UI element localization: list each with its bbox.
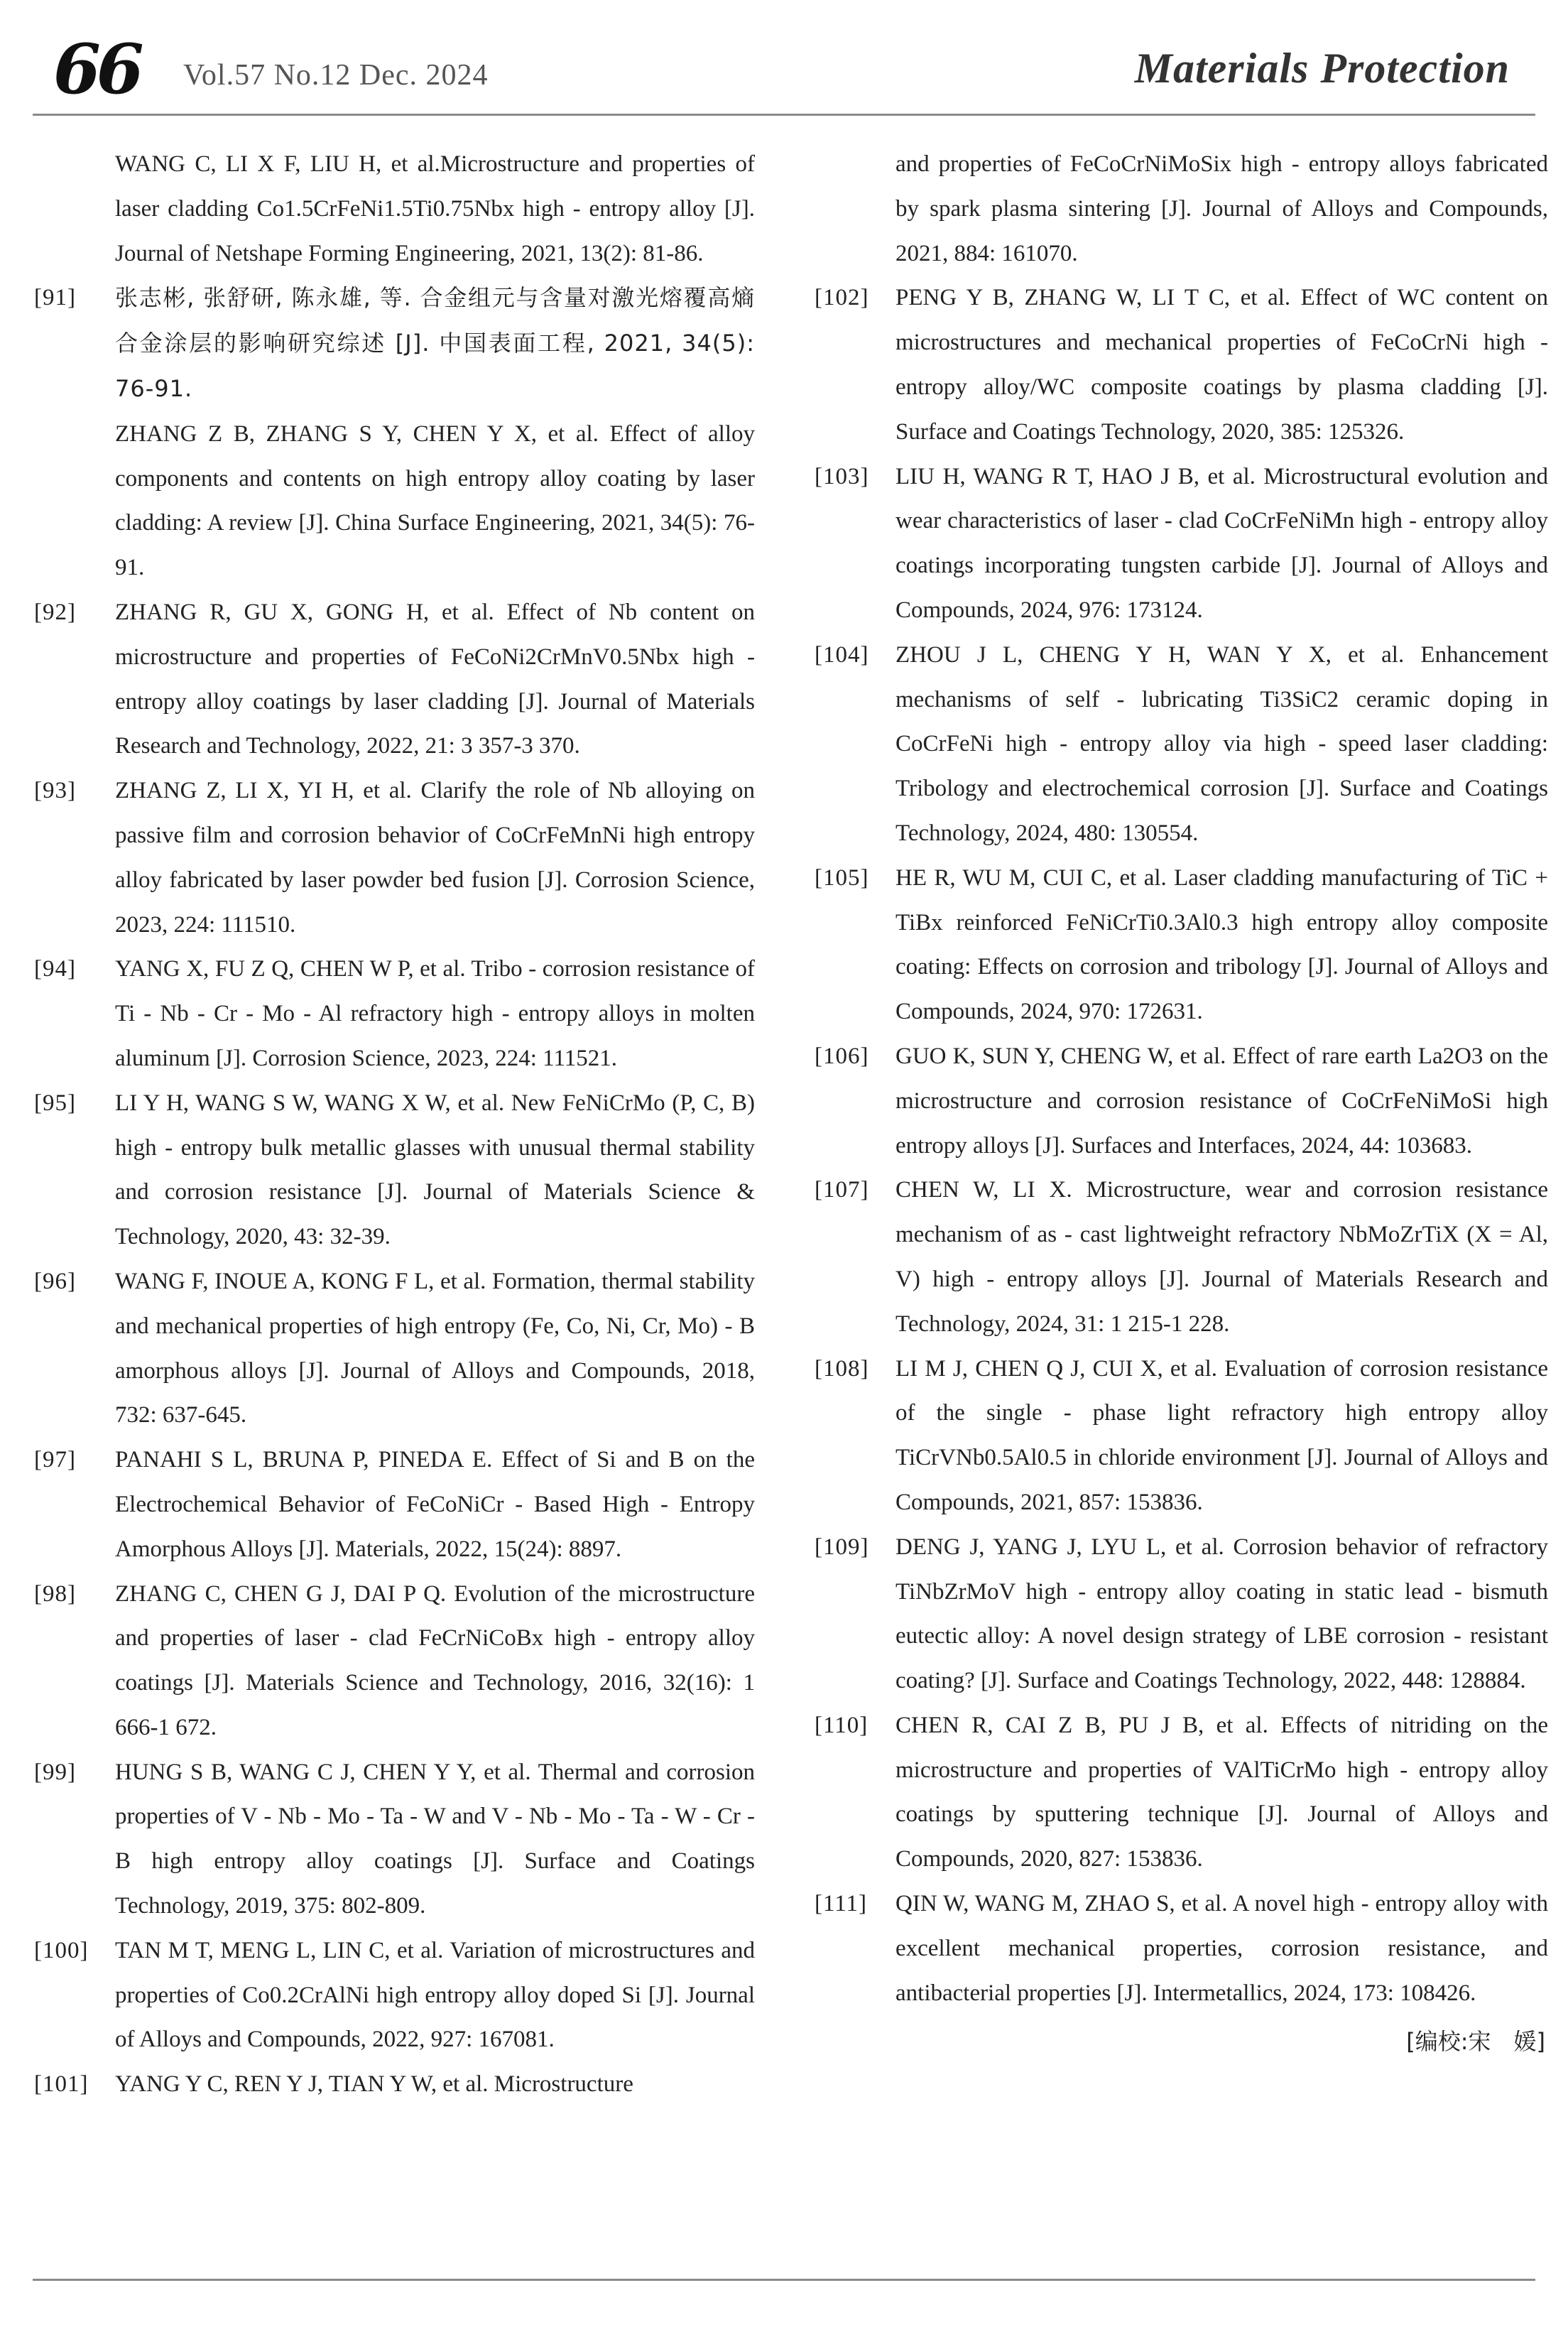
reference-text: LI M J, CHEN Q J, CUI X, et al. Evaluation of corrosion resistance of the single - phase light refractory high entropy alloy TiCrVNb0.5Al0.5 in chloride environment [J]. Journal of Alloys and Compounds, 2021, 857: 153836. (895, 1355, 1548, 1515)
left-column (34, 142, 755, 2107)
reference-number: [111] (815, 1891, 868, 1917)
reference-text: DENG J, YANG J, LYU L, et al. Corrosion behavior of refractory TiNbZrMoV high - entropy alloy coating in static lead - bismuth eutectic alloy: A novel design strategy of LBE corrosion - resistant coating? [J]. Surface and Coatings Technology, 2022, 448: 128884. (895, 1534, 1548, 1694)
reference-number: [109] (815, 1534, 869, 1560)
reference-text: HE R, WU M, CUI C, et al. Laser cladding manufacturing of TiC + TiBx reinforced FeNiCrTi0.3Al0.3 high entropy alloy composite coating: Effects on corrosion and tribology [J]. Journal of Alloys and Compounds, 2024, 970: 172631. (895, 864, 1548, 1025)
reference-number: [96] (34, 1268, 76, 1294)
header-divider (33, 114, 1535, 116)
reference-text: PENG Y B, ZHANG W, LI T C, et al. Effect of WC content on microstructures and mechanical properties of FeCoCrNi high - entropy alloy/WC composite coatings by plasma cladding [J]. Surface and Coatings Technology, 2020, 385: 125326. (895, 285, 1548, 445)
reference-text: YANG X, FU Z Q, CHEN W P, et al. Tribo - corrosion resistance of Ti - Nb - Cr - Mo - Al refractory high - entropy alloys in molten aluminum [J]. Corrosion Science, 2023, 224: 111521. (115, 956, 755, 1071)
reference-number: [102] (815, 285, 869, 311)
reference-number: [103] (815, 463, 869, 489)
reference-entry (34, 412, 755, 590)
reference-entry (815, 633, 1548, 856)
reference-number: [97] (34, 1447, 76, 1473)
reference-entry (815, 276, 1548, 454)
reference-number: [98] (34, 1580, 76, 1607)
reference-number: [105] (815, 864, 869, 891)
reference-text: YANG Y C, REN Y J, TIAN Y W, et al. Microstructure (115, 2071, 633, 2098)
reference-number: [99] (34, 1759, 76, 1785)
reference-text: HUNG S B, WANG C J, CHEN Y Y, et al. Thermal and corrosion properties of V - Nb - Mo - Ta - W and V - Nb - Mo - Ta - W - Cr - B high entropy alloy coatings [J]. Surface and Coatings Technology, 2019, 375: 802-809. (115, 1759, 755, 1919)
reference-entry (815, 142, 1548, 276)
reference-number: [107] (815, 1177, 869, 1203)
reference-text: 张志彬, 张舒研, 陈永雄, 等. 合金组元与含量对激光熔覆高熵合金涂层的影响研究综述 [J]. 中国表面工程, 2021, 34(5): 76-91. (115, 284, 755, 402)
reference-number: [93] (34, 778, 76, 804)
reference-number: [94] (34, 956, 76, 982)
reference-entry (815, 1347, 1548, 1525)
reference-entry (815, 1703, 1548, 1882)
reference-number: [95] (34, 1090, 76, 1116)
reference-entry (34, 1750, 755, 1929)
reference-text: GUO K, SUN Y, CHENG W, et al. Effect of rare earth La2O3 on the microstructure and corrosion resistance of CoCrFeNiMoSi high entropy alloys [J]. Surfaces and Interfaces, 2024, 44: 103683. (895, 1043, 1548, 1159)
reference-entry (815, 1882, 1548, 2015)
reference-text: LI Y H, WANG S W, WANG X W, et al. New FeNiCrMo (P, C, B) high - entropy bulk metallic glasses with unusual thermal stability and corrosion resistance [J]. Journal of Materials Science & Technology, 2020, 43: 32-39. (115, 1090, 755, 1250)
reference-entry (34, 1438, 755, 1571)
reference-text: PANAHI S L, BRUNA P, PINEDA E. Effect of Si and B on the Electrochemical Behavior of FeCoNiCr - Based High - Entropy Amorphous Alloys [J]. Materials, 2022, 15(24): 8897. (115, 1447, 755, 1562)
reference-text: CHEN R, CAI Z B, PU J B, et al. Effects of nitriding on the microstructure and properties of VAlTiCrMo high - entropy alloy coatings by sputtering technique [J]. Journal of Alloys and Compounds, 2020, 827: 153836. (895, 1712, 1548, 1872)
reference-entry (34, 142, 755, 276)
reference-number: [101] (34, 2071, 89, 2098)
reference-text: and properties of FeCoCrNiMoSix high - entropy alloys fabricated by spark plasma sintering [J]. Journal of Alloys and Compounds, 2021, 884: 161070. (895, 151, 1548, 266)
page-number: 66 (53, 29, 140, 109)
reference-text: ZHANG C, CHEN G J, DAI P Q. Evolution of the microstructure and properties of laser - clad FeCrNiCoBx high - entropy alloy coatings [J]. Materials Science and Technology, 2016, 32(16): 1 666-1 672. (115, 1580, 755, 1740)
reference-entry (34, 1929, 755, 2062)
editor-note: [编校:宋 媛] (1406, 2028, 1545, 2056)
reference-entry (815, 1168, 1548, 1346)
reference-entry (815, 856, 1548, 1034)
reference-entry (815, 455, 1548, 633)
reference-number: [92] (34, 599, 76, 625)
reference-entry (34, 590, 755, 769)
reference-text: WANG F, INOUE A, KONG F L, et al. Formation, thermal stability and mechanical properties of high entropy (Fe, Co, Ni, Cr, Mo) - B amorphous alloys [J]. Journal of Alloys and Compounds, 2018, 732: 637-645. (115, 1268, 755, 1428)
reference-number: [106] (815, 1043, 869, 1069)
reference-entry (815, 1525, 1548, 1703)
right-column (815, 142, 1548, 2064)
reference-text: ZHOU J L, CHENG Y H, WAN Y X, et al. Enhancement mechanisms of self - lubricating Ti3SiC2 ceramic doping in CoCrFeNi high - entropy alloy via high - speed laser cladding: Tribology and electrochemical corrosion [J]. Surface and Coatings Technology, 2024, 480: 130554. (895, 641, 1548, 846)
reference-text: WANG C, LI X F, LIU H, et al.Microstructure and properties of laser cladding Co1.5CrFeNi1.5Ti0.75Nbx high - entropy alloy [J]. Journal of Netshape Forming Engineering, 2021, 13(2): 81-86. (115, 151, 755, 266)
reference-entry (34, 2062, 755, 2107)
journal-title: Materials Protection (1134, 45, 1510, 92)
reference-number: [91] (34, 285, 76, 311)
reference-entry (34, 769, 755, 947)
reference-text: CHEN W, LI X. Microstructure, wear and corrosion resistance mechanism of as - cast lightweight refractory NbMoZrTiX (X = Al, V) high - entropy alloys [J]. Journal of Materials Research and Technology, 2024, 31: 1 215-1 228. (895, 1177, 1548, 1337)
reference-number: [104] (815, 641, 869, 668)
reference-entry (34, 276, 755, 411)
reference-entry (34, 1081, 755, 1259)
reference-text: LIU H, WANG R T, HAO J B, et al. Microstructural evolution and wear characteristics of laser - clad CoCrFeNiMn high - entropy alloy coatings incorporating tungsten carbide [J]. Journal of Alloys and Compounds, 2024, 976: 173124. (895, 463, 1548, 623)
reference-text: TAN M T, MENG L, LIN C, et al. Variation of microstructures and properties of Co0.2CrAlNi high entropy alloy doped Si [J]. Journal of Alloys and Compounds, 2022, 927: 167081. (115, 1937, 755, 2053)
reference-text: ZHANG Z, LI X, YI H, et al. Clarify the role of Nb alloying on passive film and corrosion behavior of CoCrFeMnNi high entropy alloy fabricated by laser powder bed fusion [J]. Corrosion Science, 2023, 224: 111510. (115, 778, 755, 938)
reference-number: [100] (34, 1937, 89, 1963)
reference-text: QIN W, WANG M, ZHAO S, et al. A novel high - entropy alloy with excellent mechanical properties, corrosion resistance, and antibacterial properties [J]. Intermetallics, 2024, 173: 108426. (895, 1891, 1548, 2006)
reference-entry (34, 1259, 755, 1438)
issue-info: Vol.57 No.12 Dec. 2024 (183, 59, 489, 92)
reference-entry (815, 1034, 1548, 1168)
reference-entry (34, 947, 755, 1080)
reference-text: ZHANG R, GU X, GONG H, et al. Effect of Nb content on microstructure and properties of FeCoNi2CrMnV0.5Nbx high - entropy alloy coatings by laser cladding [J]. Journal of Materials Research and Technology, 2022, 21: 3 357-3 370. (115, 599, 755, 759)
footer-divider (33, 2279, 1535, 2281)
reference-entry (34, 1572, 755, 1750)
reference-text: ZHANG Z B, ZHANG S Y, CHEN Y X, et al. Effect of alloy components and contents on high entropy alloy coating by laser cladding: A review [J]. China Surface Engineering, 2021, 34(5): 76-91. (115, 421, 755, 581)
reference-number: [108] (815, 1355, 869, 1382)
reference-number: [110] (815, 1712, 869, 1738)
